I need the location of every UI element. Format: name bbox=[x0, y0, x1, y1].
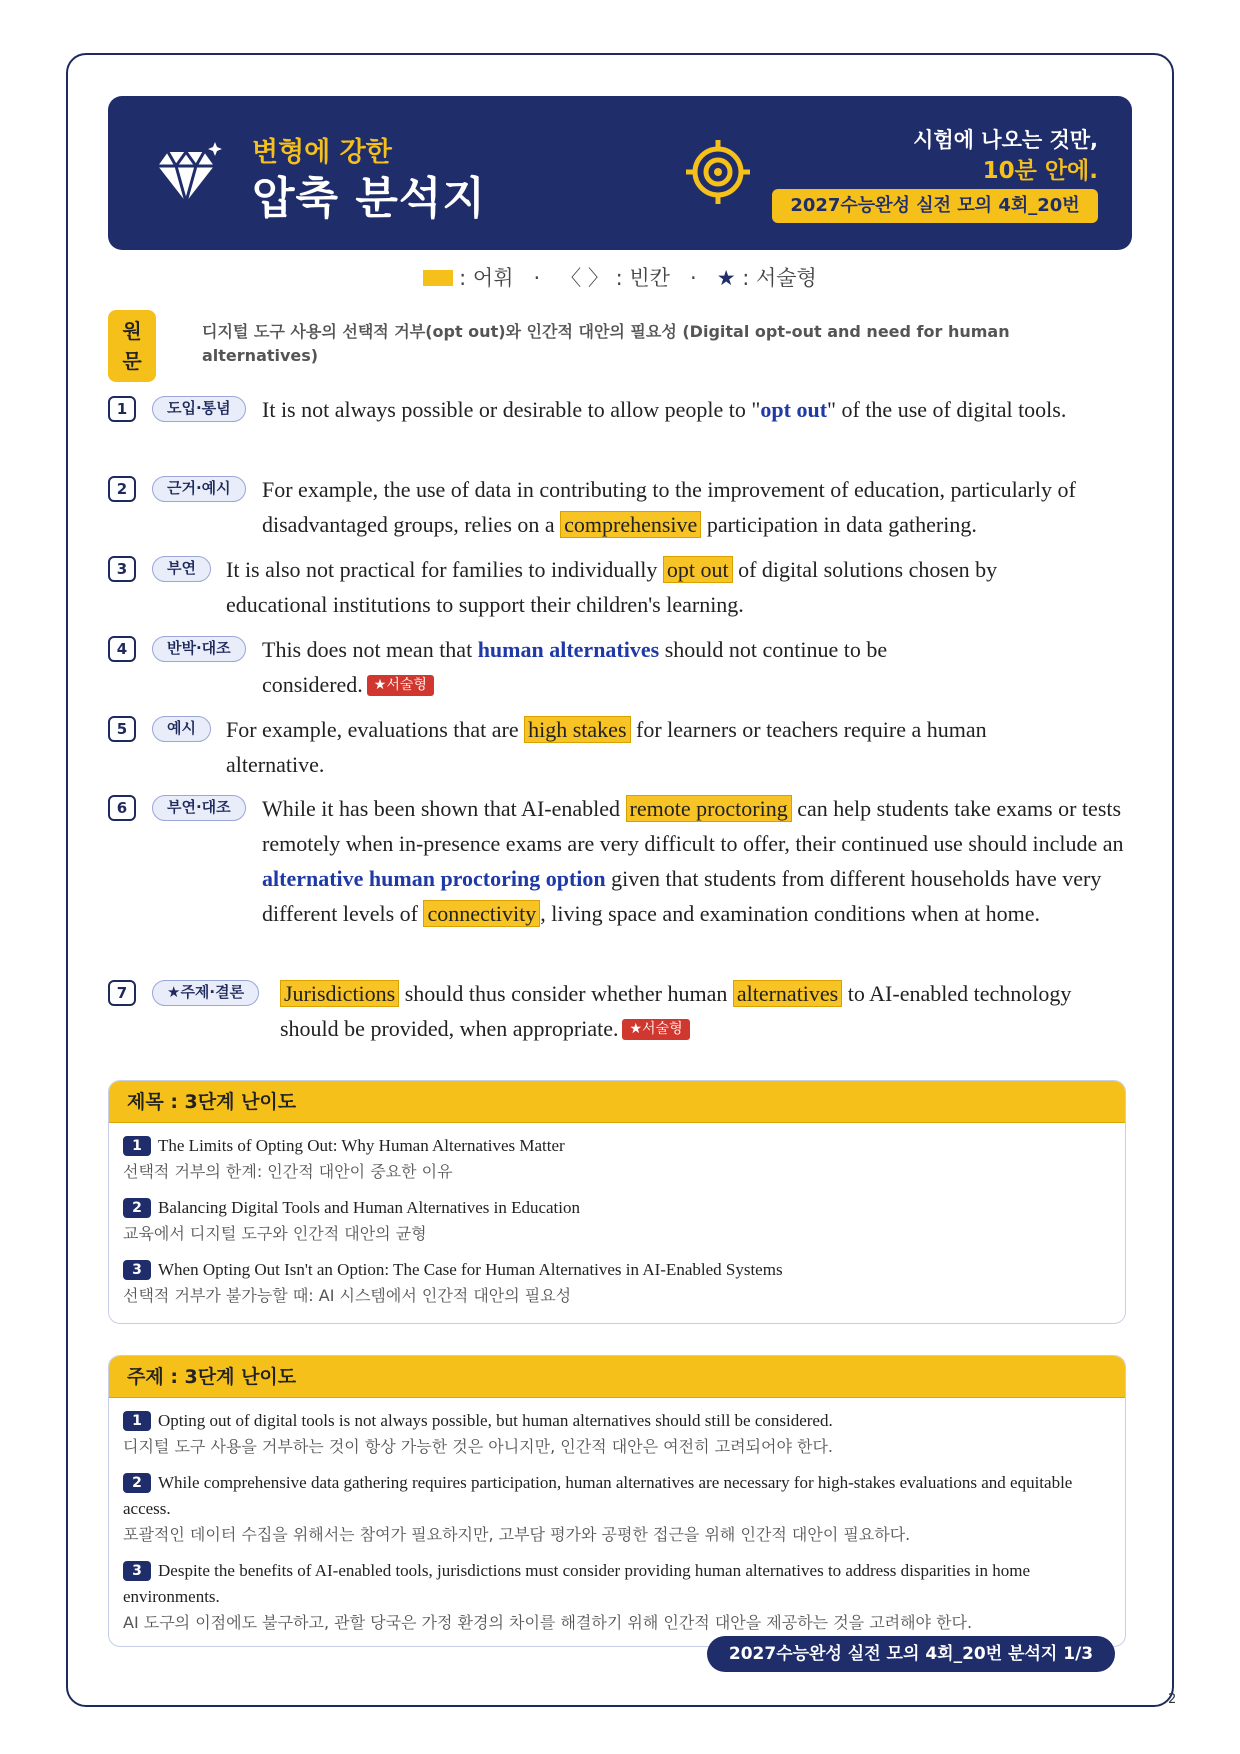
target-icon bbox=[686, 140, 750, 204]
theme-item-2: 2 While comprehensive data gathering requires participation, human alternatives are necessary for high-stakes evaluations and equitable access. 포괄적인 데이터 수집을 위해서는 참여가 필요하지만, 고부담 평가와 공평한 접근을 위해 인간적 대안이 필요하다. bbox=[123, 1473, 1073, 1544]
role-tag: 부연 bbox=[152, 556, 211, 582]
themes-heading: 주제 : 3단계 난이도 bbox=[109, 1356, 1125, 1398]
title-item-1: 1 The Limits of Opting Out: Why Human Alternatives Matter 선택적 거부의 한계: 인간적 대안이 중요한 이유 bbox=[123, 1136, 565, 1181]
vocab-highlight: high stakes bbox=[524, 716, 630, 743]
role-tag: 도입·통념 bbox=[152, 396, 246, 422]
sentence-number: 5 bbox=[108, 716, 136, 742]
role-tag: 근거·예시 bbox=[152, 476, 246, 502]
essay-badge: ★서술형 bbox=[367, 675, 434, 696]
sentence-number: 6 bbox=[108, 795, 136, 821]
legend-blank: : 빈칸 bbox=[615, 266, 670, 290]
sentence-text: Jurisdictions should thus consider whether human alternatives to AI-enabled technology should be provided, when appropriate. ★서술형 bbox=[280, 981, 1072, 1041]
original-title: 디지털 도구 사용의 선택적 거부(opt out)와 인간적 대안의 필요성 (Digital opt-out and need for human alternatives) bbox=[202, 322, 1010, 365]
vocab-highlight: connectivity bbox=[423, 900, 540, 927]
vocab-swatch bbox=[423, 270, 453, 286]
sentence-number: 3 bbox=[108, 556, 136, 582]
sentence-number: 2 bbox=[108, 476, 136, 502]
sentence-number: 1 bbox=[108, 396, 136, 422]
legend-vocab: : 어휘 bbox=[459, 266, 514, 290]
sentence-number: 7 bbox=[108, 980, 136, 1006]
legend-separator: · bbox=[689, 266, 697, 290]
header-tagline-2: 10분 안에. bbox=[982, 158, 1098, 184]
footer-label: 2027수능완성 실전 모의 4회_20번 분석지 1/3 bbox=[707, 1636, 1115, 1672]
vocab-highlight: opt out bbox=[663, 556, 733, 583]
item-number-badge: 1 bbox=[123, 1136, 151, 1156]
item-number-badge: 2 bbox=[123, 1198, 151, 1218]
exam-label: 2027수능완성 실전 모의 4회_20번 bbox=[772, 189, 1098, 223]
header-title: 압축 분석지 bbox=[252, 173, 486, 224]
title-item-2: 2 Balancing Digital Tools and Human Alternatives in Education 교육에서 디지털 도구와 인간적 대안의 균형 bbox=[123, 1198, 580, 1243]
gem-icon bbox=[158, 140, 222, 206]
titles-box bbox=[108, 1080, 1126, 1324]
vocab-highlight: Jurisdictions bbox=[280, 980, 399, 1007]
theme-item-3: 3 Despite the benefits of AI-enabled tools, jurisdictions must consider providing human alternatives to address disparities in home environments. AI 도구의 이점에도 불구하고, 관할 당국은 가정 환경의 차이를 해결하기 위해 인간적 대안을 제공하는 것을 고려해야 한다. bbox=[123, 1561, 1031, 1632]
vocab-highlight: comprehensive bbox=[560, 511, 701, 538]
role-tag: ★주제·결론 bbox=[152, 980, 259, 1006]
role-tag: 예시 bbox=[152, 716, 211, 742]
role-tag: 반박·대조 bbox=[152, 636, 246, 662]
sentence-text: It is not always possible or desirable to allow people to "opt out" of the use of digital tools. bbox=[262, 397, 1067, 422]
role-tag: 부연·대조 bbox=[152, 795, 246, 821]
item-number-badge: 1 bbox=[123, 1411, 151, 1431]
page-number: 2 bbox=[1168, 1692, 1177, 1707]
legend-essay: : 서술형 bbox=[742, 266, 817, 290]
sentence-number: 4 bbox=[108, 636, 136, 662]
item-number-badge: 3 bbox=[123, 1260, 151, 1280]
vocab-highlight: remote proctoring bbox=[626, 795, 792, 822]
sentence-text: For example, the use of data in contributing to the improvement of education, particularly of disadvantaged groups, relies on a comprehensive participation in data gathering. bbox=[262, 477, 1076, 537]
original-badge: 원 문 bbox=[108, 310, 156, 382]
legend bbox=[0, 262, 1240, 292]
titles-heading: 제목 : 3단계 난이도 bbox=[109, 1081, 1125, 1123]
themes-box bbox=[108, 1355, 1126, 1647]
title-item-3: 3 When Opting Out Isn't an Option: The Case for Human Alternatives in AI-Enabled Systems 선택적 거부가 불가능할 때: AI 시스템에서 인간적 대안의 필요성 bbox=[123, 1260, 783, 1305]
essay-badge: ★서술형 bbox=[622, 1019, 689, 1040]
sentence-text: This does not mean that human alternatives should not continue to be considered. ★서술형 bbox=[262, 637, 888, 697]
sentence-text: For example, evaluations that are high stakes for learners or teachers require a human alternative. bbox=[226, 717, 987, 777]
legend-blank-symbol: 〈 〉 bbox=[560, 266, 609, 290]
header-subtitle: 변형에 강한 bbox=[252, 137, 392, 168]
theme-item-1: 1 Opting out of digital tools is not always possible, but human alternatives should still be considered. 디지털 도구 사용을 거부하는 것이 항상 가능한 것은 아니지만, 인간적 대안은 여전히 고려되어야 한다. bbox=[123, 1411, 833, 1456]
header-tagline-1: 시험에 나오는 것만, bbox=[913, 128, 1098, 152]
item-number-badge: 3 bbox=[123, 1561, 151, 1581]
legend-separator: · bbox=[533, 266, 541, 290]
item-number-badge: 2 bbox=[123, 1473, 151, 1493]
sentence-text: It is also not practical for families to individually opt out of digital solutions chosen by educational institutions to support their children's learning. bbox=[226, 557, 998, 617]
vocab-highlight: alternatives bbox=[733, 980, 842, 1007]
star-icon: ★ bbox=[716, 266, 736, 290]
header-banner bbox=[108, 96, 1132, 250]
sentence-text: While it has been shown that AI-enabled remote proctoring can help students take exams or tests remotely when in-presence exams are very difficult to offer, their continued use should include an alternative human proctoring option given that students from different households have very different levels of connectivity , living space and examination conditions when at home. bbox=[262, 796, 1124, 926]
